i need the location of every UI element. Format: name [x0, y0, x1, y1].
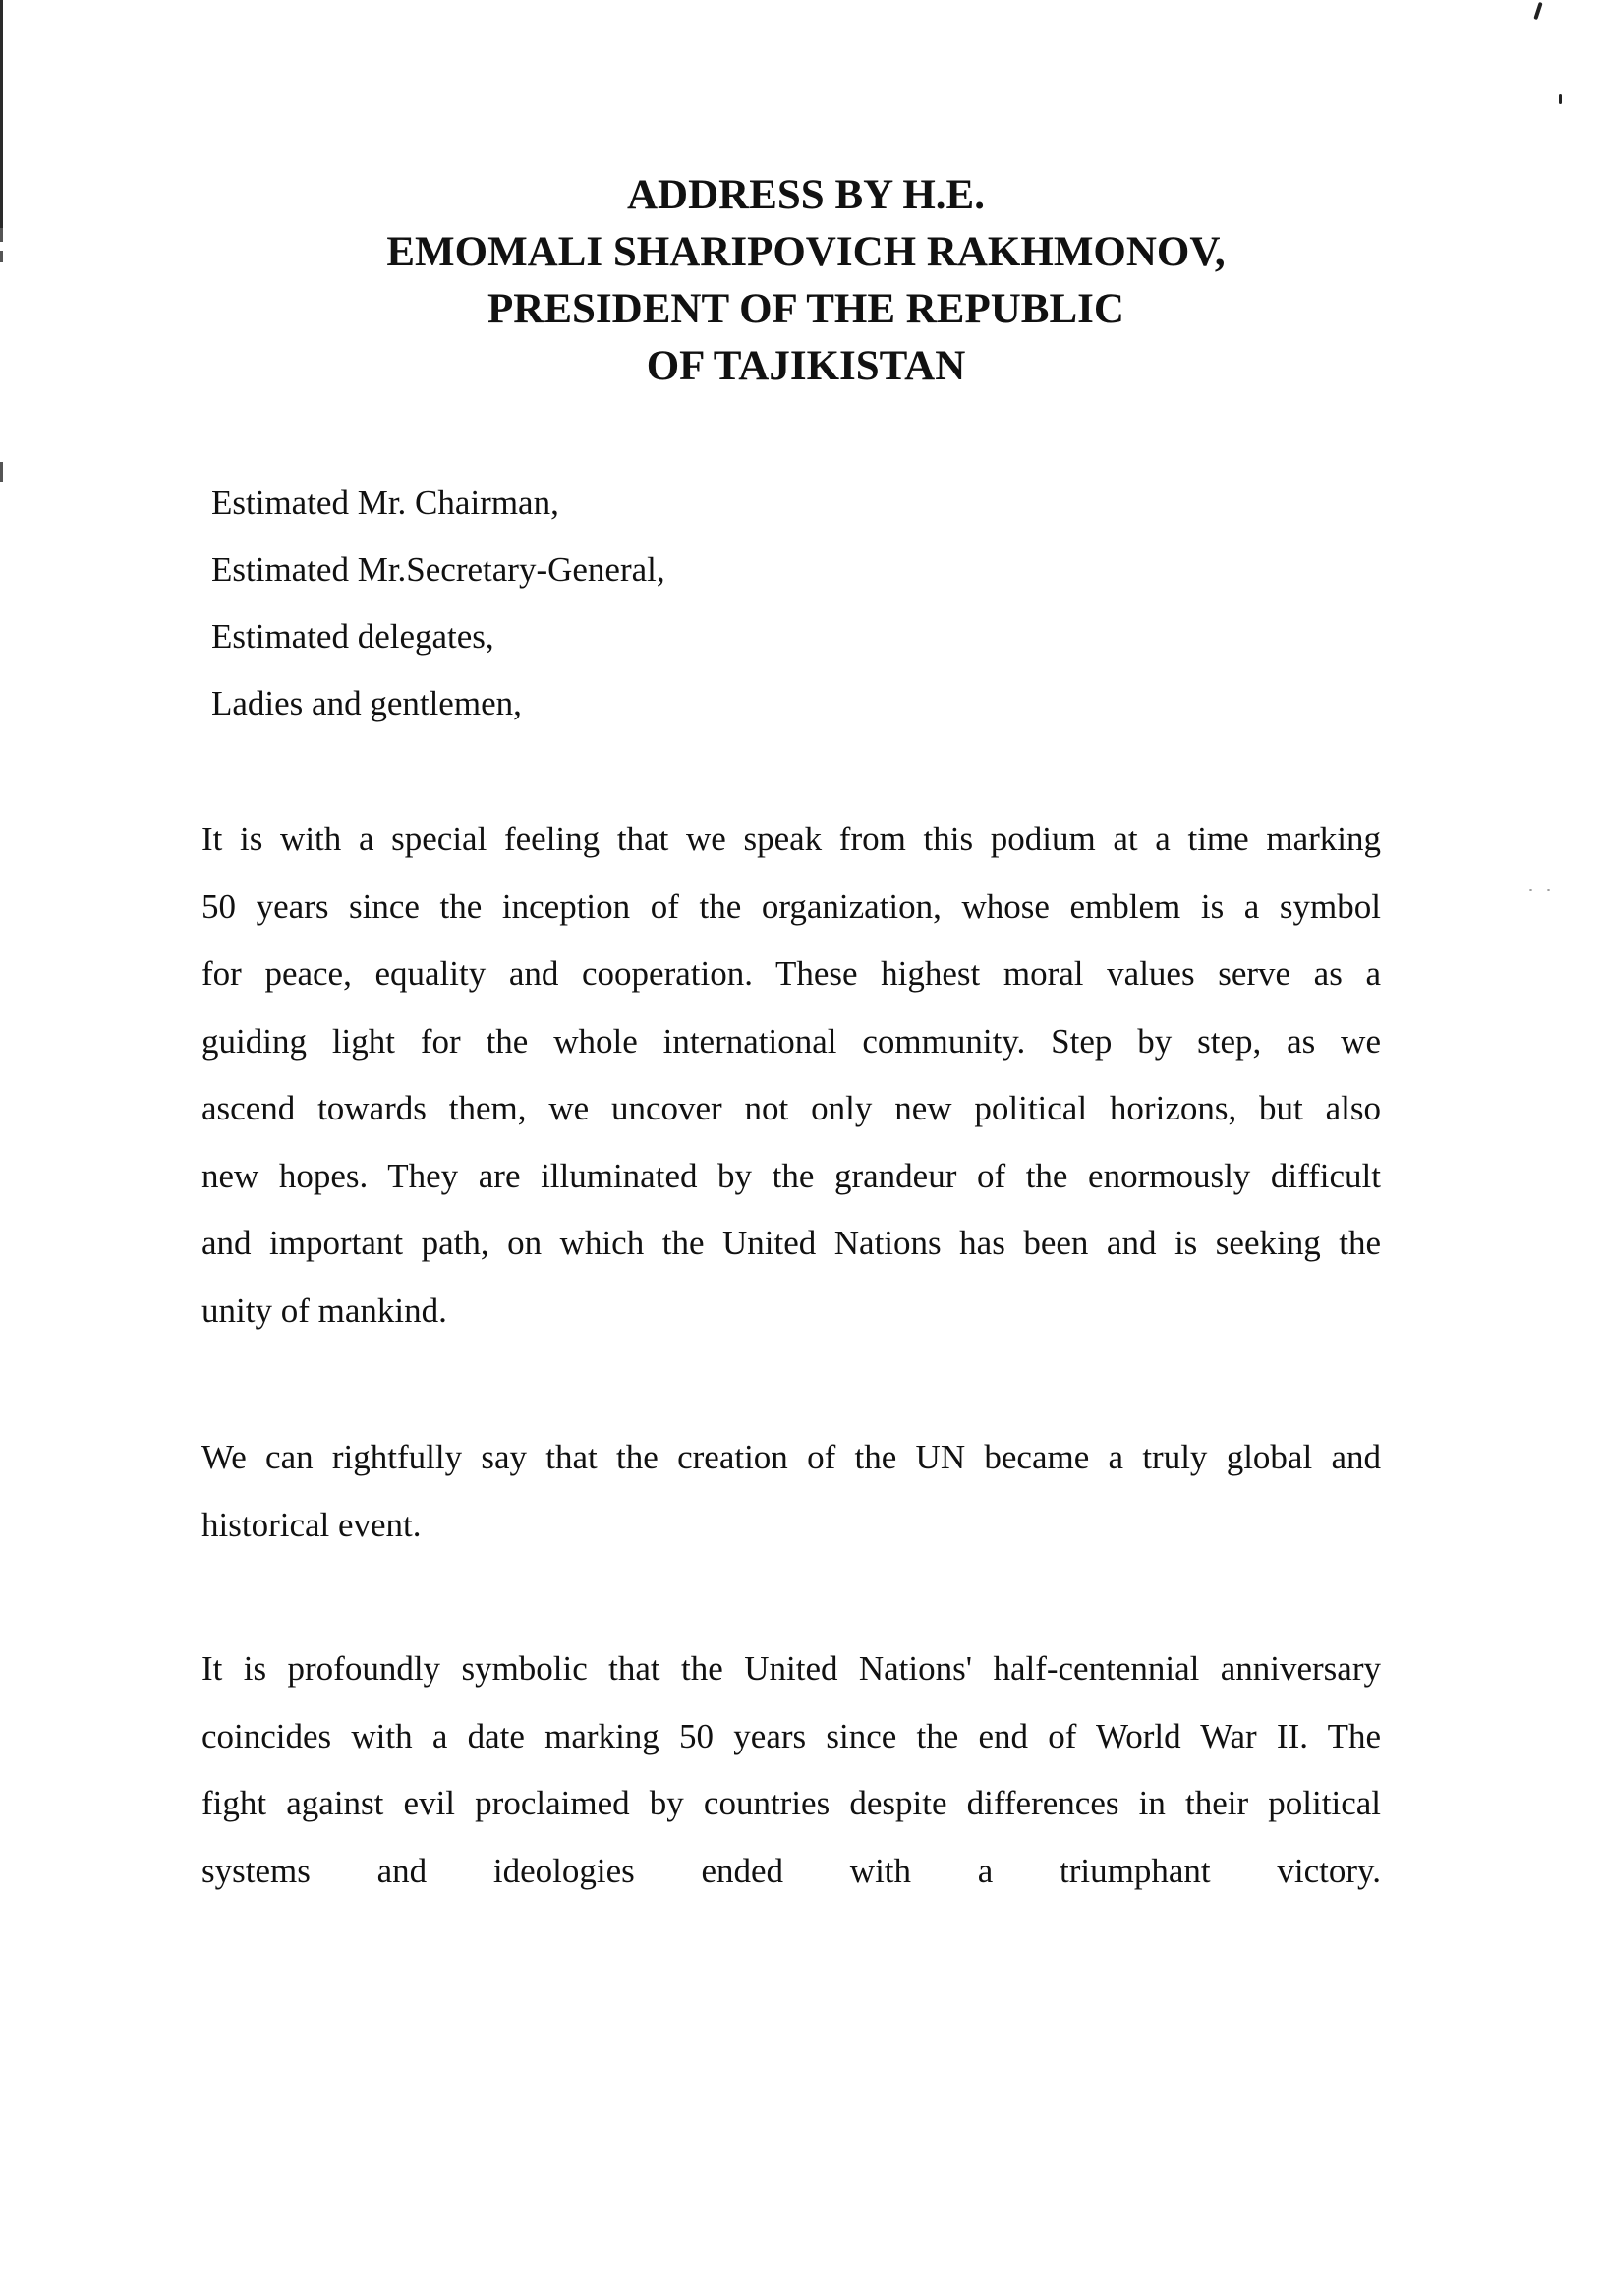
- paragraph-line: It is with a special feeling that we speak from this podium at a time marking: [201, 820, 1381, 858]
- scan-mark: [1559, 94, 1562, 104]
- title-line: OF TAJIKISTAN: [646, 343, 966, 389]
- body-paragraph: [201, 1636, 1381, 1905]
- paragraph-line: We can rightfully say that the creation of the UN became a truly global and: [201, 1438, 1381, 1476]
- scan-speck: [1529, 889, 1532, 891]
- salutation-line: Estimated Mr.Secretary-General,: [211, 550, 665, 589]
- scan-mark: [1533, 2, 1542, 20]
- paragraph-line: historical event.: [201, 1505, 422, 1544]
- salutation-line: Estimated Mr. Chairman,: [211, 484, 559, 522]
- paragraph-line: new hopes. They are illuminated by the grandeur of the enormously difficult: [201, 1156, 1381, 1195]
- scan-edge-tick: [0, 251, 3, 262]
- document-title: [295, 167, 1317, 395]
- body-paragraph: [201, 806, 1381, 1345]
- paragraph-line: unity of mankind.: [201, 1291, 447, 1330]
- paragraph-line: ascend towards them, we uncover not only new political horizons, but also: [201, 1089, 1381, 1127]
- scan-edge-tick: [0, 462, 3, 482]
- paragraph-line: It is profoundly symbolic that the United Nations' half-centennial anniversary: [201, 1649, 1381, 1688]
- salutation-block: [211, 470, 665, 737]
- salutation-line: Estimated delegates,: [211, 617, 494, 656]
- scan-speck: [1547, 889, 1550, 891]
- paragraph-line: 50 years since the inception of the organization, whose emblem is a symbol: [201, 887, 1381, 926]
- title-line: PRESIDENT OF THE REPUBLIC: [487, 286, 1124, 332]
- paragraph-line: coincides with a date marking 50 years since the end of World War II. The: [201, 1716, 1381, 1755]
- body-paragraph: [201, 1424, 1381, 1559]
- title-line: ADDRESS BY H.E.: [627, 172, 985, 218]
- paragraph-line: for peace, equality and cooperation. These highest moral values serve as a: [201, 954, 1381, 993]
- paragraph-line: fight against evil proclaimed by countries despite differences in their political: [201, 1784, 1381, 1822]
- scan-edge-line: [0, 0, 3, 228]
- title-line: EMOMALI SHARIPOVICH RAKHMONOV,: [386, 229, 1226, 275]
- paragraph-line: systems and ideologies ended with a triumphant victory.: [201, 1851, 1381, 1890]
- scan-edge-tick: [0, 228, 3, 242]
- paragraph-line: and important path, on which the United Nations has been and is seeking the: [201, 1224, 1381, 1262]
- salutation-line: Ladies and gentlemen,: [211, 684, 522, 722]
- paragraph-line: guiding light for the whole international community. Step by step, as we: [201, 1021, 1381, 1061]
